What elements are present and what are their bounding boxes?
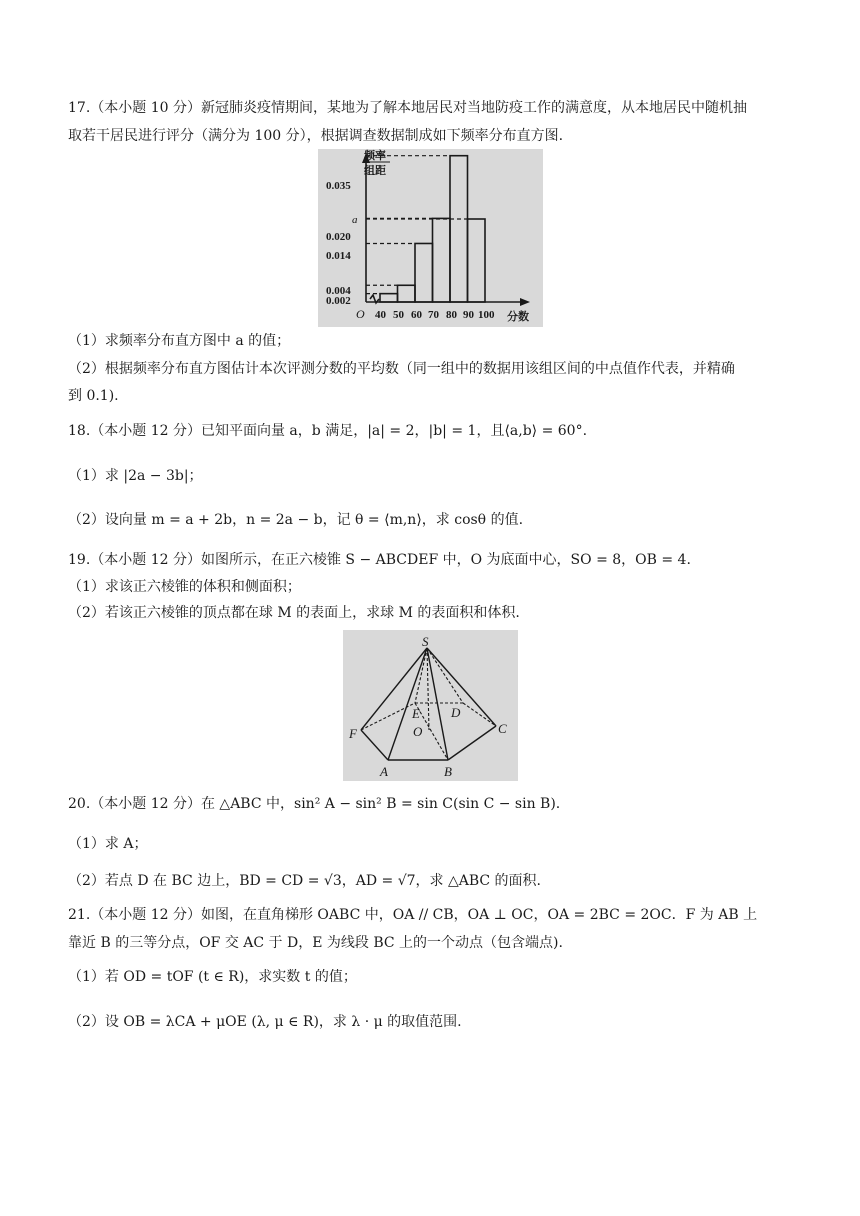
histogram-bars (380, 156, 485, 302)
vertex-label-D: D (451, 705, 461, 720)
p17-question-1: （1）求频率分布直方图中 a 的值； (68, 333, 291, 349)
p18-question-2: （2）设向量 m = a + 2b，n = 2a − b，记 θ = ⟨m,n⟩，求 cosθ 的值. (68, 512, 524, 528)
p17-stem-line1: 17.（本小题 10 分）新冠肺炎疫情期间，某地为了解本地居民对当地防疫工作的满意度，从本地居民中随机抽 (68, 100, 747, 116)
p20-question-1: （1）求 A； (68, 836, 148, 852)
p17-question-2-line1: （2）根据频率分布直方图估计本次评测分数的平均数（同一组中的数据用该组区间的中点值作代表，并精确 (68, 361, 735, 377)
y-axis-label-bottom: 组距 (364, 165, 386, 177)
histogram-bar-[90,100] (468, 219, 486, 302)
p19-question-1: （1）求该正六棱锥的体积和侧面积； (68, 579, 301, 595)
vertex-label-E: E (412, 706, 420, 721)
x-tick-90: 90 (463, 309, 474, 321)
x-tick-40: 40 (375, 309, 386, 321)
p21-stem-line1: 21.（本小题 12 分）如图，在直角梯形 OABC 中，OA // CB，OA ⊥ OC，OA = 2BC = 2OC．F 为 AB 上 (68, 907, 758, 923)
p21-question-2: （2）设 OB = λCA + μOE (λ, μ ∈ R)，求 λ · μ 的取值范围. (68, 1014, 462, 1030)
p17-question-2-line2: 到 0.1). (68, 388, 119, 404)
p21-question-1: （1）若 OD = tOF (t ∈ R)，求实数 t 的值； (68, 969, 357, 985)
p20-stem: 20.（本小题 12 分）在 △ABC 中，sin² A − sin² B = sin C(sin C − sin B). (68, 796, 561, 812)
p19-question-2: （2）若该正六棱锥的顶点都在球 M 的表面上，求球 M 的表面积和体积. (68, 605, 520, 621)
histogram-bar-[40,50) (380, 294, 398, 302)
vertex-label-A: A (380, 764, 388, 779)
histogram-bar-[80,90) (450, 156, 468, 302)
y-tick-0.004: 0.004 (326, 285, 351, 297)
histogram-bar-[60,70) (415, 243, 433, 302)
y-tick-a: a (352, 214, 358, 226)
y-axis-label-top: 频率 (364, 150, 386, 162)
y-tick-0.002: 0.002 (326, 295, 351, 307)
y-tick-0.035: 0.035 (326, 180, 351, 192)
vertex-label-B: B (444, 764, 452, 779)
x-tick-60: 60 (411, 309, 422, 321)
center-label-O: O (413, 724, 423, 739)
x-tick-50: 50 (393, 309, 404, 321)
p18-question-1: （1）求 |2a − 3b|； (68, 468, 203, 484)
y-tick-0.014: 0.014 (326, 250, 351, 262)
x-tick-70: 70 (428, 309, 439, 321)
x-tick-100: 100 (478, 309, 495, 321)
hexagonal-pyramid-figure (343, 630, 518, 781)
x-tick-80: 80 (446, 309, 457, 321)
p21-stem-line2: 靠近 B 的三等分点，OF 交 AC 于 D，E 为线段 BC 上的一个动点（包含端点). (68, 935, 563, 951)
p20-question-2: （2）若点 D 在 BC 边上，BD = CD = √3，AD = √7，求 △ABC 的面积. (68, 873, 542, 889)
p18-stem: 18.（本小题 12 分）已知平面向量 a，b 满足，|a| = 2，|b| = 1，且⟨a,b⟩ = 60°. (68, 423, 588, 439)
histogram-bar-[50,60) (398, 285, 416, 302)
p17-stem-line2: 取若干居民进行评分（满分为 100 分），根据调查数据制成如下频率分布直方图. (68, 128, 564, 144)
histogram-bar-[70,80) (433, 218, 451, 302)
x-axis-label: 分数 (507, 311, 529, 323)
origin-label: O (356, 307, 365, 321)
y-tick-0.020: 0.020 (326, 231, 351, 243)
frequency-histogram (318, 149, 543, 327)
vertex-label-C: C (498, 721, 507, 736)
p19-stem: 19.（本小题 12 分）如图所示，在正六棱锥 S − ABCDEF 中，O 为底面中心，SO = 8，OB = 4. (68, 552, 691, 568)
vertex-label-F: F (349, 726, 357, 741)
vertex-label-S: S (422, 634, 429, 649)
